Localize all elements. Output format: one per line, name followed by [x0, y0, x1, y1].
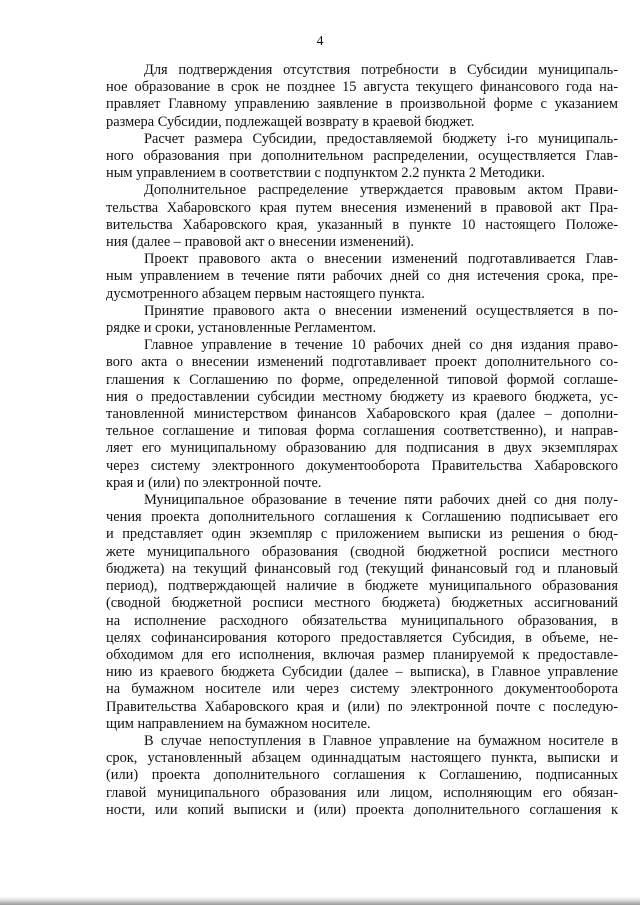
text-line: Проект правового акта о внесении изменений подготавливается Глав- [144, 251, 618, 268]
text-line: ния о предоставлении субсидии местному бюджету из краевого бюджета, ус- [106, 388, 618, 405]
text-line: бюджета) на текущий финансовый год (текущий финансовый год и плановый [106, 560, 618, 577]
page-number: 4 [316, 34, 324, 49]
document-body [106, 62, 618, 819]
text-line: срок, установленный абзацем одиннадцатым настоящего пункта, выписки и [106, 750, 618, 767]
text-line: на бумажном носителе или через систему электронного документооборота [106, 681, 618, 698]
text-line: на исполнение расходного обязательства муниципального образования, в [106, 612, 618, 629]
text-line: вого акта о внесении изменений подготавливает проект дополнительного со- [106, 354, 618, 371]
text-line: рядке и сроки, установленные Регламентом. [106, 320, 377, 337]
text-line: В случае непоступления в Главное управление на бумажном носителе в [144, 732, 618, 749]
text-line: Расчет размера Субсидии, предоставляемой бюджету i-го муниципаль- [144, 130, 618, 147]
text-line: период), подтверждающей наличие в бюджете муниципального образования [106, 578, 618, 595]
text-line: Правительства Хабаровского края и (или) по электронной почте с последую- [106, 698, 618, 715]
text-line: чения проекта дополнительного соглашения к Соглашению подписывает его [106, 509, 618, 526]
text-line: вительства Хабаровского края, указанный в пункте 10 настоящего Положе- [106, 216, 618, 233]
text-line: через систему электронного документооборота Правительства Хабаровского [106, 457, 618, 474]
text-line: (или) проекта дополнительного соглашения к Соглашению, подписанных [106, 767, 618, 784]
text-line: ным управлением в соответствии с подпунктом 2.2 пункта 2 Методики. [106, 165, 545, 182]
text-line: нию из краевого бюджета Субсидии (далее – выписка), в Главное управление [106, 664, 618, 681]
text-line: размера Субсидии, подлежащей возврату в краевой бюджет. [106, 113, 475, 130]
text-line: ности, или копий выписки и (или) проекта дополнительного соглашения к [106, 801, 618, 818]
text-line: ное образование в срок не позднее 15 августа текущего финансового года на- [106, 79, 618, 96]
text-line: Главное управление в течение 10 рабочих дней со дня издания право- [144, 337, 618, 354]
text-line: Дополнительное распределение утверждается правовым актом Прави- [144, 182, 618, 199]
paragraph [106, 337, 618, 492]
text-line: целях софинансирования которого предоставляется Субсидия, в объеме, не- [106, 629, 618, 646]
text-line: жете муниципального образования (сводной бюджетной росписи местного [106, 543, 618, 560]
text-line: щим направлением на бумажном носителе. [106, 715, 371, 732]
text-line: тановленной министерством финансов Хабаровского края (далее – дополни- [106, 406, 618, 423]
scan-edge [0, 896, 640, 905]
paragraph [106, 182, 618, 251]
paragraph [106, 733, 618, 819]
text-line: ного образования при дополнительном распределении, осуществляется Глав- [106, 148, 618, 165]
text-line: обходимом для его исполнения, включая размер планируемой к предоставле- [106, 646, 618, 663]
text-line: главой муниципального образования или лицом, исполняющим его обязан- [106, 784, 618, 801]
text-line: Муниципальное образование в течение пяти рабочих дней со дня полу- [144, 492, 618, 509]
paragraph [106, 131, 618, 183]
text-line: глашения к Соглашению по форме, определенной типовой формой соглаше- [106, 371, 618, 388]
text-line: ным управлением в течение пяти рабочих дней со дня истечения срока, пре- [106, 268, 618, 285]
text-line: (сводной бюджетной росписи местного бюджета) бюджетных ассигнований [106, 595, 618, 612]
paragraph [106, 62, 618, 131]
text-line: правляет Главному управлению заявление в произвольной форме с указанием [106, 96, 618, 113]
text-line: Принятие правового акта о внесении изменений осуществляется в по- [144, 302, 618, 319]
text-line: ния (далее – правовой акт о внесении изменений). [106, 234, 414, 251]
text-line: дусмотренного абзацем первым настоящего пункта. [106, 285, 425, 302]
text-line: тельное соглашение и типовая форма соглашения соответственно), и направ- [106, 423, 618, 440]
paragraph [106, 303, 618, 337]
text-line: и представляет один экземпляр с приложением выписки из решения о бюд- [106, 526, 618, 543]
text-line: края и (или) по электронной почте. [106, 474, 322, 491]
paragraph [106, 492, 618, 733]
text-line: тельства Хабаровского края путем внесения изменений в правовой акт Пра- [106, 199, 618, 216]
text-line: Для подтверждения отсутствия потребности в Субсидии муниципаль- [144, 62, 618, 78]
text-line: ляет его муниципальному образованию для подписания в двух экземплярах [106, 440, 618, 457]
paragraph [106, 251, 618, 303]
